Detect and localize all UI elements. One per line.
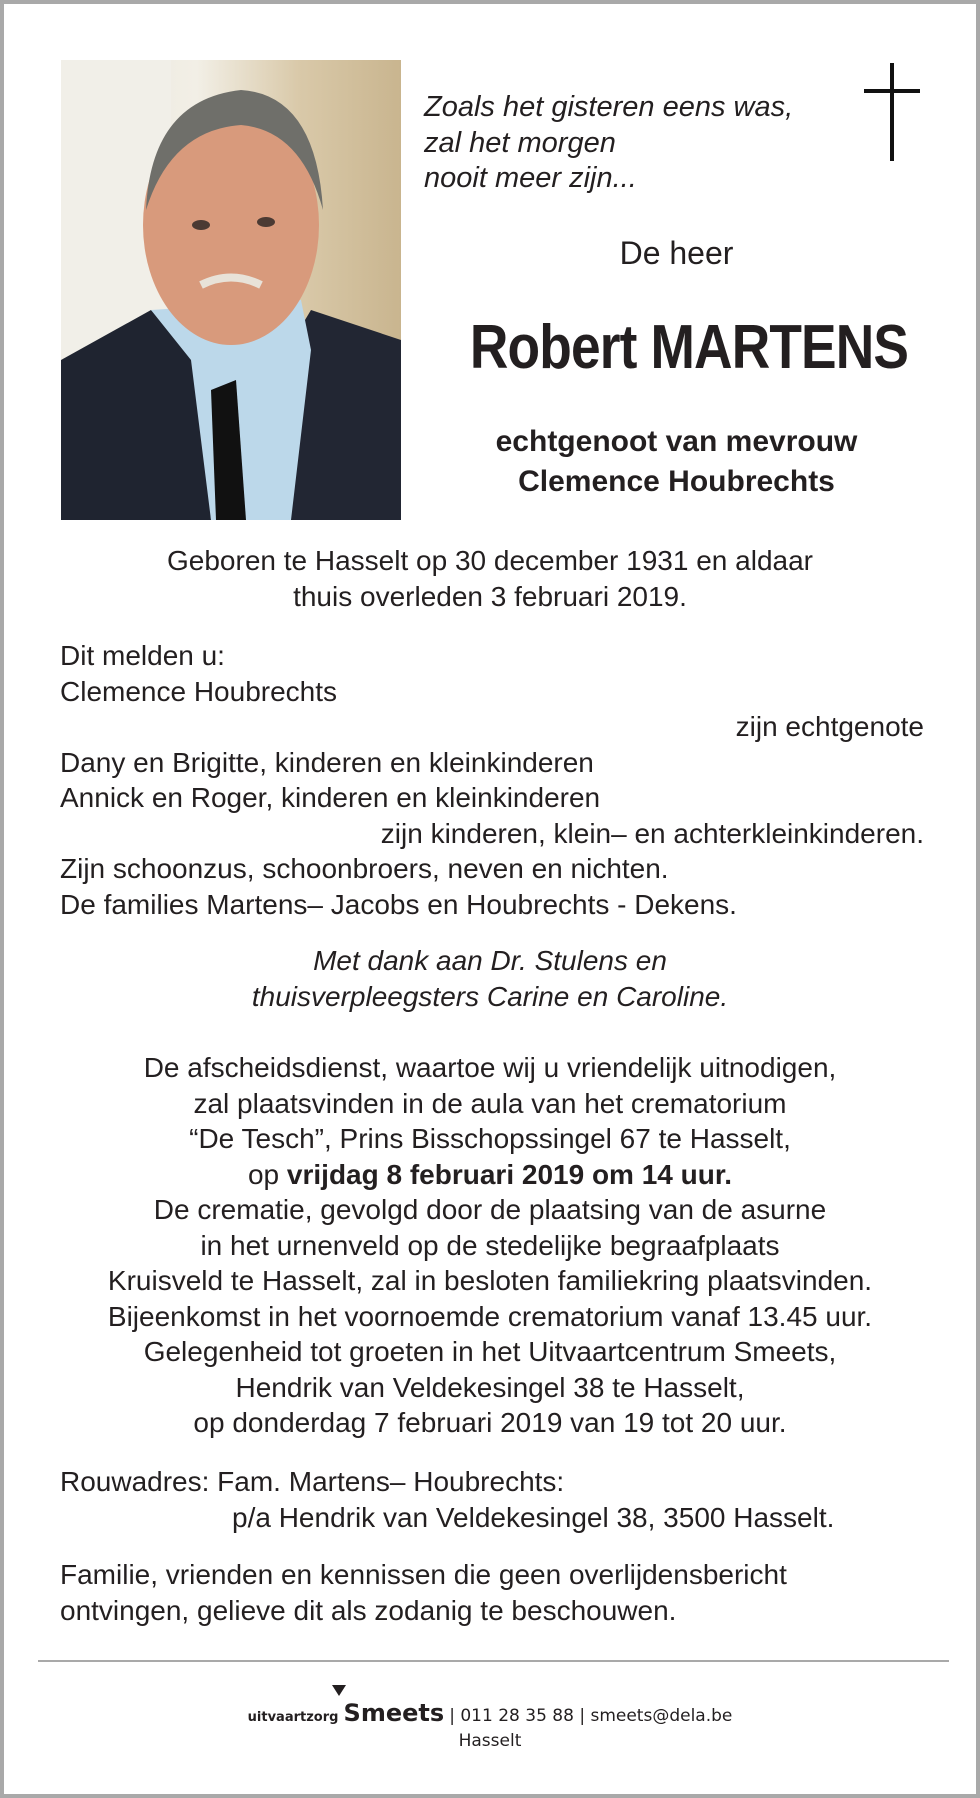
deceased-name: Robert MARTENS <box>469 313 909 382</box>
ceremony-line: De afscheidsdienst, waartoe wij u vriendelijk uitnodigen, <box>143 1052 837 1083</box>
mourning-address <box>60 1464 924 1535</box>
birth-death-info <box>4 543 976 614</box>
thanks <box>4 943 976 1014</box>
ceremony-date <box>4 1157 976 1193</box>
portrait-photo <box>61 60 401 520</box>
poem-line: zal het morgen <box>424 126 616 159</box>
address-line: Rouwadres: Fam. Martens– Houbrechts: <box>60 1466 565 1497</box>
ceremony-line: Kruisveld te Hasselt, zal in besloten familiekring plaatsvinden. <box>107 1265 873 1296</box>
thanks-line: Met dank aan Dr. Stulens en <box>313 945 667 976</box>
divider <box>38 1660 949 1662</box>
spouse-line: Clemence Houbrechts <box>518 465 835 498</box>
closing-note <box>60 1557 924 1628</box>
death-line: thuis overleden 3 februari 2019. <box>293 580 687 612</box>
brand-logo <box>344 1699 445 1727</box>
brand-name: Smeets <box>343 1699 445 1727</box>
announcer-children: Annick en Roger, kinderen en kleinkinderen <box>60 782 601 813</box>
ceremony-date-prefix: op <box>247 1158 287 1190</box>
thanks-line: thuisverpleegsters Carine en Caroline. <box>251 980 729 1012</box>
closing-line: Familie, vrienden en kennissen die geen overlijdensbericht <box>60 1559 787 1590</box>
poem-line: Zoals het gisteren eens was, <box>424 91 794 123</box>
ceremony-line: Gelegenheid tot groeten in het Uitvaartcentrum Smeets, <box>143 1336 837 1367</box>
ceremony-line: Bijeenkomst in het voornoemde crematorium vanaf 13.45 uur. <box>107 1300 873 1332</box>
announcer-children-role: zijn kinderen, klein– en achterkleinkinderen. <box>380 817 924 849</box>
ceremony-line: in het urnenveld op de stedelijke begraafplaats <box>200 1229 780 1261</box>
triangle-logo-icon <box>332 1685 346 1696</box>
ceremony-line: zal plaatsvinden in de aula van het crematorium <box>193 1087 787 1119</box>
ceremony-line: De crematie, gevolgd door de plaatsing van de asurne <box>153 1194 827 1225</box>
title-prefix: De heer <box>619 235 734 271</box>
poem-quote <box>424 90 793 197</box>
announcer-spouse: Clemence Houbrechts <box>60 675 338 707</box>
announcer-others: Zijn schoonzus, schoonbroers, neven en nichten. <box>60 853 669 884</box>
funeral-home-footer <box>4 1699 976 1751</box>
announcer-others: De families Martens– Jacobs en Houbrechts - Dekens. <box>60 888 737 920</box>
announcers <box>60 638 924 922</box>
spouse-line: echtgenoot van mevrouw <box>495 425 858 458</box>
ceremony-line: Hendrik van Veldekesingel 38 te Hasselt, <box>235 1371 745 1403</box>
footer-city: Hasselt <box>458 1731 522 1751</box>
address-line: p/a Hendrik van Veldekesingel 38, 3500 Hasselt. <box>232 1501 835 1533</box>
brand-small: uitvaartzorg <box>247 1710 339 1725</box>
closing-line: ontvingen, gelieve dit als zodanig te beschouwen. <box>60 1594 677 1626</box>
birth-line: Geboren te Hasselt op 30 december 1931 en aldaar <box>167 545 813 576</box>
announcers-intro: Dit melden u: <box>60 640 225 671</box>
poem-line: nooit meer zijn... <box>424 162 637 194</box>
ceremony-line: op donderdag 7 februari 2019 van 19 tot 20 uur. <box>193 1407 787 1438</box>
spouse-info <box>434 422 919 502</box>
ceremony-info <box>4 1050 976 1441</box>
ceremony-line: “De Tesch”, Prins Bisschopssingel 67 te Hasselt, <box>189 1123 791 1154</box>
ceremony-date-bold: vrijdag 8 februari 2019 om 14 uur. <box>286 1158 732 1190</box>
contact-info: | 011 28 35 88 | smeets@dela.be <box>449 1706 733 1726</box>
cross-icon <box>864 63 920 161</box>
announcer-children: Dany en Brigitte, kinderen en kleinkinderen <box>60 746 594 778</box>
announcer-spouse-role: zijn echtgenote <box>735 711 924 742</box>
